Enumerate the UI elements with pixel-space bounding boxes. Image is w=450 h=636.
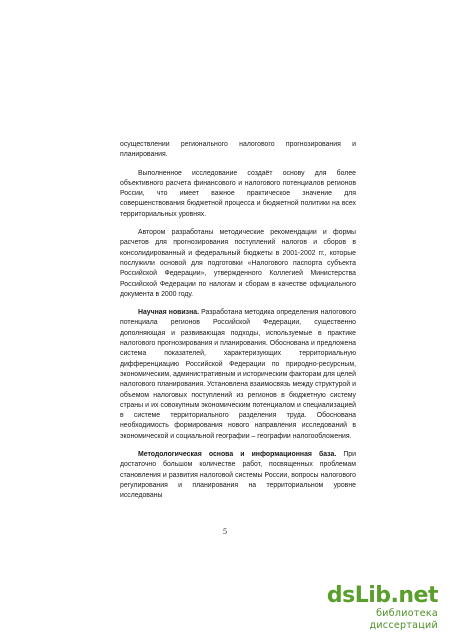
dslib-watermark: [308, 584, 438, 632]
body-text: [120, 140, 356, 510]
paragraph-methodical-recommendations: Автором разработаны методические рекомендации и формы расчетов для прогнозирования поступлений налогов и сборов в консолидированный и федеральный бюджеты в 2001-2002 гг., которые послужили основой для подготовки «Налогового паспорта субъекта Российской Федерации», утвержденного Коллегией Министерства Российской Федерации по налогам и сборам в качестве официального документа в 2000 году.: [120, 229, 356, 298]
paragraph-scientific-novelty: [120, 308, 356, 442]
methodological-basis-heading: Методологическая основа и информационная база.: [138, 451, 337, 459]
watermark-subtitle: библиотека диссертаций: [369, 608, 438, 631]
methodological-basis-text: При достаточно большом количестве работ, посвященных проблемам становления и развития налоговой системы России, вопросы налогового регулирования и планирования на территориальном уровне исследованы: [120, 451, 356, 500]
scientific-novelty-heading: Научная новизна.: [138, 309, 199, 317]
page-number: 5: [223, 527, 227, 536]
paragraph-methodological-basis: [120, 450, 356, 501]
watermark-logo: dsLib.net: [326, 583, 438, 608]
scientific-novelty-text: Разработана методика определения налогового потенциала регионов Российской Федерации, существенно дополняющая и развивающая подходы, используемые в практике налогового прогнозирования и планирования. Обоснована и предложена система показателей, характеризующих территориальную дифференциацию Российской Федерации по природно-ресурсным, экономическим, административным и историческим факторам для целей налогового планирования. Установлена взаимосвязь между структурой и объемом налоговых поступлений из регионов в бюджетную систему страны и их совокупным экономическим потенциалом и специализацией в системе территориального разделения труда. Обоснована необходимость формирования нового направления исследований в экономической и социальной географии – географии налогообложения.: [120, 309, 357, 440]
paragraph-research-basis: Выполненное исследование создаёт основу для более объективного расчета финансового и налогового потенциалов регионов России, что имеет важное практическое значение для совершенствования бюджетной процесса и бюджетной политики на всех территориальных уровнях.: [120, 169, 356, 218]
paragraph-continuation: осуществлении регионального налогового прогнозирования и планирования.: [120, 141, 356, 159]
